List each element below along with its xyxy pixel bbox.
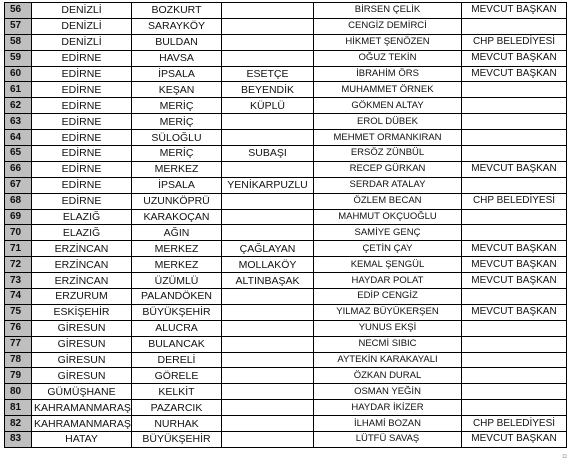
table-row bbox=[5, 241, 567, 257]
candidate-name-cell: ÖZKAN DURAL bbox=[314, 368, 462, 384]
status-cell bbox=[462, 98, 567, 114]
town-cell bbox=[222, 432, 314, 448]
row-number: 63 bbox=[5, 114, 32, 130]
town-cell: YENİKARPUZLU bbox=[222, 177, 314, 193]
province-cell: ERZİNCAN bbox=[32, 273, 132, 289]
status-cell: MEVCUT BAŞKAN bbox=[462, 3, 567, 19]
status-cell bbox=[462, 130, 567, 146]
candidate-name-cell: OSMAN YEĞİN bbox=[314, 384, 462, 400]
province-cell: DENİZLİ bbox=[32, 18, 132, 34]
province-cell: EDİRNE bbox=[32, 82, 132, 98]
town-cell bbox=[222, 320, 314, 336]
row-number: 80 bbox=[5, 384, 32, 400]
status-cell: CHP BELEDİYESİ bbox=[462, 34, 567, 50]
table-body bbox=[5, 3, 567, 448]
province-cell: EDİRNE bbox=[32, 193, 132, 209]
district-cell: BULDAN bbox=[132, 34, 222, 50]
town-cell bbox=[222, 130, 314, 146]
candidate-name-cell: EROL DÜBEK bbox=[314, 114, 462, 130]
province-cell: DENİZLİ bbox=[32, 3, 132, 19]
candidate-name-cell: AYTEKİN KARAKAYALI bbox=[314, 352, 462, 368]
province-cell: EDİRNE bbox=[32, 98, 132, 114]
table-row bbox=[5, 177, 567, 193]
district-cell: MERİÇ bbox=[132, 114, 222, 130]
town-cell: ÇAĞLAYAN bbox=[222, 241, 314, 257]
candidate-name-cell: ÇETİN ÇAY bbox=[314, 241, 462, 257]
district-cell: AĞIN bbox=[132, 225, 222, 241]
status-cell bbox=[462, 289, 567, 305]
table-row bbox=[5, 146, 567, 162]
table-row bbox=[5, 130, 567, 146]
district-cell: HAVSA bbox=[132, 50, 222, 66]
status-cell bbox=[462, 368, 567, 384]
district-cell: PALANDÖKEN bbox=[132, 289, 222, 305]
table-row bbox=[5, 352, 567, 368]
table-row bbox=[5, 304, 567, 320]
town-cell bbox=[222, 416, 314, 432]
district-cell: ÜZÜMLÜ bbox=[132, 273, 222, 289]
candidate-name-cell: HİKMET ŞENÖZEN bbox=[314, 34, 462, 50]
town-cell bbox=[222, 193, 314, 209]
status-cell bbox=[462, 114, 567, 130]
status-cell: MEVCUT BAŞKAN bbox=[462, 432, 567, 448]
town-cell bbox=[222, 225, 314, 241]
candidate-name-cell: SERDAR ATALAY bbox=[314, 177, 462, 193]
status-cell bbox=[462, 336, 567, 352]
district-cell: MERİÇ bbox=[132, 98, 222, 114]
province-cell: GİRESUN bbox=[32, 368, 132, 384]
row-number: 83 bbox=[5, 432, 32, 448]
province-cell: ELAZIĞ bbox=[32, 225, 132, 241]
town-cell: BEYENDİK bbox=[222, 82, 314, 98]
status-cell bbox=[462, 82, 567, 98]
row-number: 56 bbox=[5, 3, 32, 19]
province-cell: EDİRNE bbox=[32, 66, 132, 82]
status-cell: CHP BELEDİYESİ bbox=[462, 193, 567, 209]
table-row bbox=[5, 82, 567, 98]
town-cell bbox=[222, 18, 314, 34]
table-row bbox=[5, 66, 567, 82]
district-cell: ALUCRA bbox=[132, 320, 222, 336]
row-number: 82 bbox=[5, 416, 32, 432]
status-cell bbox=[462, 146, 567, 162]
corner-mark: ▫ bbox=[562, 452, 567, 460]
district-cell: NURHAK bbox=[132, 416, 222, 432]
table-row bbox=[5, 98, 567, 114]
table-row bbox=[5, 384, 567, 400]
status-cell: MEVCUT BAŞKAN bbox=[462, 161, 567, 177]
candidate-name-cell: BİRSEN ÇELİK bbox=[314, 3, 462, 19]
district-cell: DERELİ bbox=[132, 352, 222, 368]
table-row bbox=[5, 336, 567, 352]
table-row bbox=[5, 50, 567, 66]
row-number: 73 bbox=[5, 273, 32, 289]
table-row bbox=[5, 368, 567, 384]
province-cell: KAHRAMANMARAŞ bbox=[32, 400, 132, 416]
table-row bbox=[5, 209, 567, 225]
status-cell: MEVCUT BAŞKAN bbox=[462, 241, 567, 257]
table-row bbox=[5, 432, 567, 448]
status-cell bbox=[462, 352, 567, 368]
district-cell: MERKEZ bbox=[132, 241, 222, 257]
table-row bbox=[5, 289, 567, 305]
row-number: 62 bbox=[5, 98, 32, 114]
town-cell bbox=[222, 209, 314, 225]
candidate-name-cell: YILMAZ BÜYÜKERŞEN bbox=[314, 304, 462, 320]
candidate-name-cell: MEHMET ORMANKIRAN bbox=[314, 130, 462, 146]
town-cell bbox=[222, 352, 314, 368]
province-cell: ERZİNCAN bbox=[32, 257, 132, 273]
row-number: 81 bbox=[5, 400, 32, 416]
row-number: 70 bbox=[5, 225, 32, 241]
row-number: 61 bbox=[5, 82, 32, 98]
town-cell: MOLLAKÖY bbox=[222, 257, 314, 273]
town-cell bbox=[222, 384, 314, 400]
province-cell: DENİZLİ bbox=[32, 34, 132, 50]
province-cell: HATAY bbox=[32, 432, 132, 448]
row-number: 60 bbox=[5, 66, 32, 82]
district-cell: SÜLOĞLU bbox=[132, 130, 222, 146]
province-cell: ESKİŞEHİR bbox=[32, 304, 132, 320]
province-cell: ELAZIĞ bbox=[32, 209, 132, 225]
candidate-name-cell: ÖZLEM BECAN bbox=[314, 193, 462, 209]
row-number: 68 bbox=[5, 193, 32, 209]
row-number: 58 bbox=[5, 34, 32, 50]
district-cell: MERİÇ bbox=[132, 146, 222, 162]
table-row bbox=[5, 400, 567, 416]
candidate-name-cell: MAHMUT OKÇUOĞLU bbox=[314, 209, 462, 225]
town-cell: KÜPLÜ bbox=[222, 98, 314, 114]
table-row bbox=[5, 161, 567, 177]
candidate-name-cell: RECEP GÜRKAN bbox=[314, 161, 462, 177]
table-row bbox=[5, 193, 567, 209]
candidate-name-cell: MUHAMMET ÖRNEK bbox=[314, 82, 462, 98]
province-cell: GİRESUN bbox=[32, 352, 132, 368]
town-cell: ESETÇE bbox=[222, 66, 314, 82]
province-cell: GİRESUN bbox=[32, 336, 132, 352]
status-cell: CHP BELEDİYESİ bbox=[462, 416, 567, 432]
row-number: 74 bbox=[5, 289, 32, 305]
status-cell: MEVCUT BAŞKAN bbox=[462, 273, 567, 289]
candidate-name-cell: CENGİZ DEMİRCİ bbox=[314, 18, 462, 34]
province-cell: ERZURUM bbox=[32, 289, 132, 305]
province-cell: EDİRNE bbox=[32, 177, 132, 193]
district-cell: KARAKOÇAN bbox=[132, 209, 222, 225]
district-cell: MERKEZ bbox=[132, 257, 222, 273]
district-cell: MERKEZ bbox=[132, 161, 222, 177]
district-cell: BÜYÜKŞEHİR bbox=[132, 304, 222, 320]
candidate-name-cell: OĞUZ TEKİN bbox=[314, 50, 462, 66]
table-row bbox=[5, 273, 567, 289]
province-cell: EDİRNE bbox=[32, 114, 132, 130]
row-number: 66 bbox=[5, 161, 32, 177]
table-row bbox=[5, 225, 567, 241]
province-cell: EDİRNE bbox=[32, 146, 132, 162]
candidate-name-cell: YUNUS EKŞİ bbox=[314, 320, 462, 336]
table-row bbox=[5, 114, 567, 130]
table-row bbox=[5, 416, 567, 432]
status-cell bbox=[462, 400, 567, 416]
status-cell: MEVCUT BAŞKAN bbox=[462, 50, 567, 66]
town-cell: ALTINBAŞAK bbox=[222, 273, 314, 289]
province-cell: EDİRNE bbox=[32, 161, 132, 177]
province-cell: EDİRNE bbox=[32, 130, 132, 146]
candidate-name-cell: SAMİYE GENÇ bbox=[314, 225, 462, 241]
district-cell: PAZARCIK bbox=[132, 400, 222, 416]
town-cell: SUBAŞI bbox=[222, 146, 314, 162]
province-cell: KAHRAMANMARAŞ bbox=[32, 416, 132, 432]
status-cell bbox=[462, 209, 567, 225]
status-cell: MEVCUT BAŞKAN bbox=[462, 304, 567, 320]
candidate-name-cell: İLHAMİ BOZAN bbox=[314, 416, 462, 432]
candidate-name-cell: HAYDAR İKİZER bbox=[314, 400, 462, 416]
table-row bbox=[5, 18, 567, 34]
district-cell: KELKİT bbox=[132, 384, 222, 400]
district-cell: BOZKURT bbox=[132, 3, 222, 19]
town-cell bbox=[222, 336, 314, 352]
town-cell bbox=[222, 114, 314, 130]
province-cell: ERZİNCAN bbox=[32, 241, 132, 257]
row-number: 57 bbox=[5, 18, 32, 34]
town-cell bbox=[222, 289, 314, 305]
status-cell bbox=[462, 18, 567, 34]
row-number: 77 bbox=[5, 336, 32, 352]
row-number: 69 bbox=[5, 209, 32, 225]
province-cell: GİRESUN bbox=[32, 320, 132, 336]
candidate-name-cell: İBRAHİM ÖRS bbox=[314, 66, 462, 82]
town-cell bbox=[222, 161, 314, 177]
candidate-name-cell: GÖKMEN ALTAY bbox=[314, 98, 462, 114]
district-cell: SARAYKÖY bbox=[132, 18, 222, 34]
candidate-table bbox=[4, 2, 567, 448]
district-cell: GÖRELE bbox=[132, 368, 222, 384]
table-row bbox=[5, 34, 567, 50]
status-cell bbox=[462, 177, 567, 193]
table-row bbox=[5, 320, 567, 336]
row-number: 64 bbox=[5, 130, 32, 146]
status-cell bbox=[462, 384, 567, 400]
row-number: 59 bbox=[5, 50, 32, 66]
row-number: 72 bbox=[5, 257, 32, 273]
district-cell: BÜYÜKŞEHİR bbox=[132, 432, 222, 448]
district-cell: BULANCAK bbox=[132, 336, 222, 352]
row-number: 79 bbox=[5, 368, 32, 384]
town-cell bbox=[222, 3, 314, 19]
candidate-name-cell: NECMİ SIBIC bbox=[314, 336, 462, 352]
district-cell: İPSALA bbox=[132, 66, 222, 82]
status-cell: MEVCUT BAŞKAN bbox=[462, 257, 567, 273]
district-cell: KEŞAN bbox=[132, 82, 222, 98]
row-number: 71 bbox=[5, 241, 32, 257]
district-cell: İPSALA bbox=[132, 177, 222, 193]
candidate-name-cell: KEMAL ŞENGÜL bbox=[314, 257, 462, 273]
town-cell bbox=[222, 368, 314, 384]
candidate-name-cell: EDİP CENGİZ bbox=[314, 289, 462, 305]
table-row bbox=[5, 257, 567, 273]
row-number: 75 bbox=[5, 304, 32, 320]
town-cell bbox=[222, 304, 314, 320]
candidate-name-cell: ERSÖZ ZÜNBÜL bbox=[314, 146, 462, 162]
province-cell: GÜMÜŞHANE bbox=[32, 384, 132, 400]
row-number: 76 bbox=[5, 320, 32, 336]
district-cell: UZUNKÖPRÜ bbox=[132, 193, 222, 209]
status-cell bbox=[462, 320, 567, 336]
row-number: 65 bbox=[5, 146, 32, 162]
town-cell bbox=[222, 34, 314, 50]
town-cell bbox=[222, 400, 314, 416]
candidate-name-cell: HAYDAR POLAT bbox=[314, 273, 462, 289]
row-number: 67 bbox=[5, 177, 32, 193]
candidate-name-cell: LÜTFÜ SAVAŞ bbox=[314, 432, 462, 448]
town-cell bbox=[222, 50, 314, 66]
table-row bbox=[5, 3, 567, 19]
row-number: 78 bbox=[5, 352, 32, 368]
status-cell: MEVCUT BAŞKAN bbox=[462, 66, 567, 82]
province-cell: EDİRNE bbox=[32, 50, 132, 66]
status-cell bbox=[462, 225, 567, 241]
